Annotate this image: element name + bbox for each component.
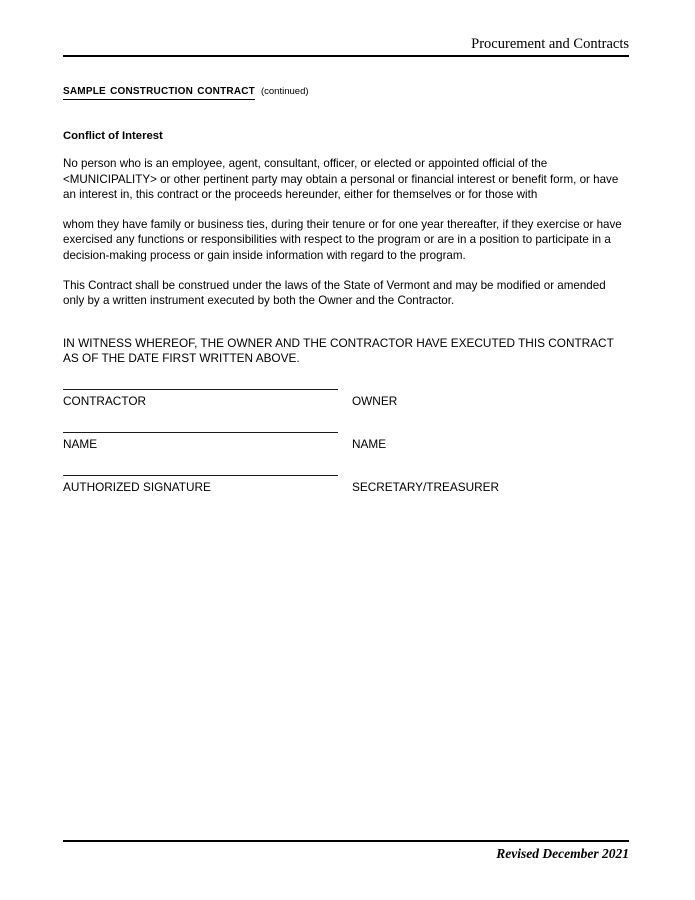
signature-row [63, 389, 630, 432]
signature-label-authorized-signature: AUTHORIZED SIGNATURE [63, 480, 211, 494]
body-paragraph-3: This Contract shall be construed under the laws of the State of Vermont and may be modified or amended only by a written instrument executed by both the Owner and the Contractor. [63, 278, 606, 308]
signature-label-name-right: NAME [352, 437, 387, 451]
signature-label-owner: OWNER [352, 394, 398, 408]
page-title-continued-note: (continued) [260, 86, 309, 97]
signature-block [63, 389, 630, 518]
signature-label-secretary-treasurer: SECRETARY/TREASURER [352, 480, 500, 494]
body-paragraph-2: whom they have family or business ties, during their tenure or for one year thereafter, if they exercise or have exercised any functions or responsibilities with respect to the program or are in a position to participate in a decision-making process or gain inside information with regard to the program. [63, 217, 622, 262]
header-divider-rule [63, 55, 629, 57]
signature-row [63, 432, 630, 475]
witness-clause: IN WITNESS WHEREOF, THE OWNER AND THE CONTRACTOR HAVE EXECUTED THIS CONTRACT AS OF THE DATE FIRST WRITTEN ABOVE. [63, 335, 614, 366]
page-title: sample construction contract [63, 82, 255, 98]
section-heading-conflict-of-interest: Conflict of Interest [63, 130, 163, 142]
document-title-row [63, 82, 629, 100]
signature-row [63, 475, 630, 518]
signature-label-name-left: NAME [63, 437, 98, 451]
signature-line[interactable] [63, 475, 338, 476]
signature-line[interactable] [63, 432, 338, 433]
page-footer [63, 838, 629, 862]
footer-divider-rule [63, 840, 629, 842]
body-paragraph-1: No person who is an employee, agent, consultant, officer, or elected or appointed official of the <MUNICIPALITY> or other pertinent party may obtain a personal or financial interest or benefit form, or have an interest in, this contract or the proceeds hereunder, either for themselves or for those with [63, 157, 619, 202]
signature-label-contractor: CONTRACTOR [63, 394, 147, 408]
document-body [63, 129, 630, 367]
signature-line[interactable] [63, 389, 338, 390]
footer-revision-text: Revised December 2021 [496, 846, 629, 861]
page-header [63, 36, 629, 57]
running-header-title: Procurement and Contracts [471, 36, 629, 52]
